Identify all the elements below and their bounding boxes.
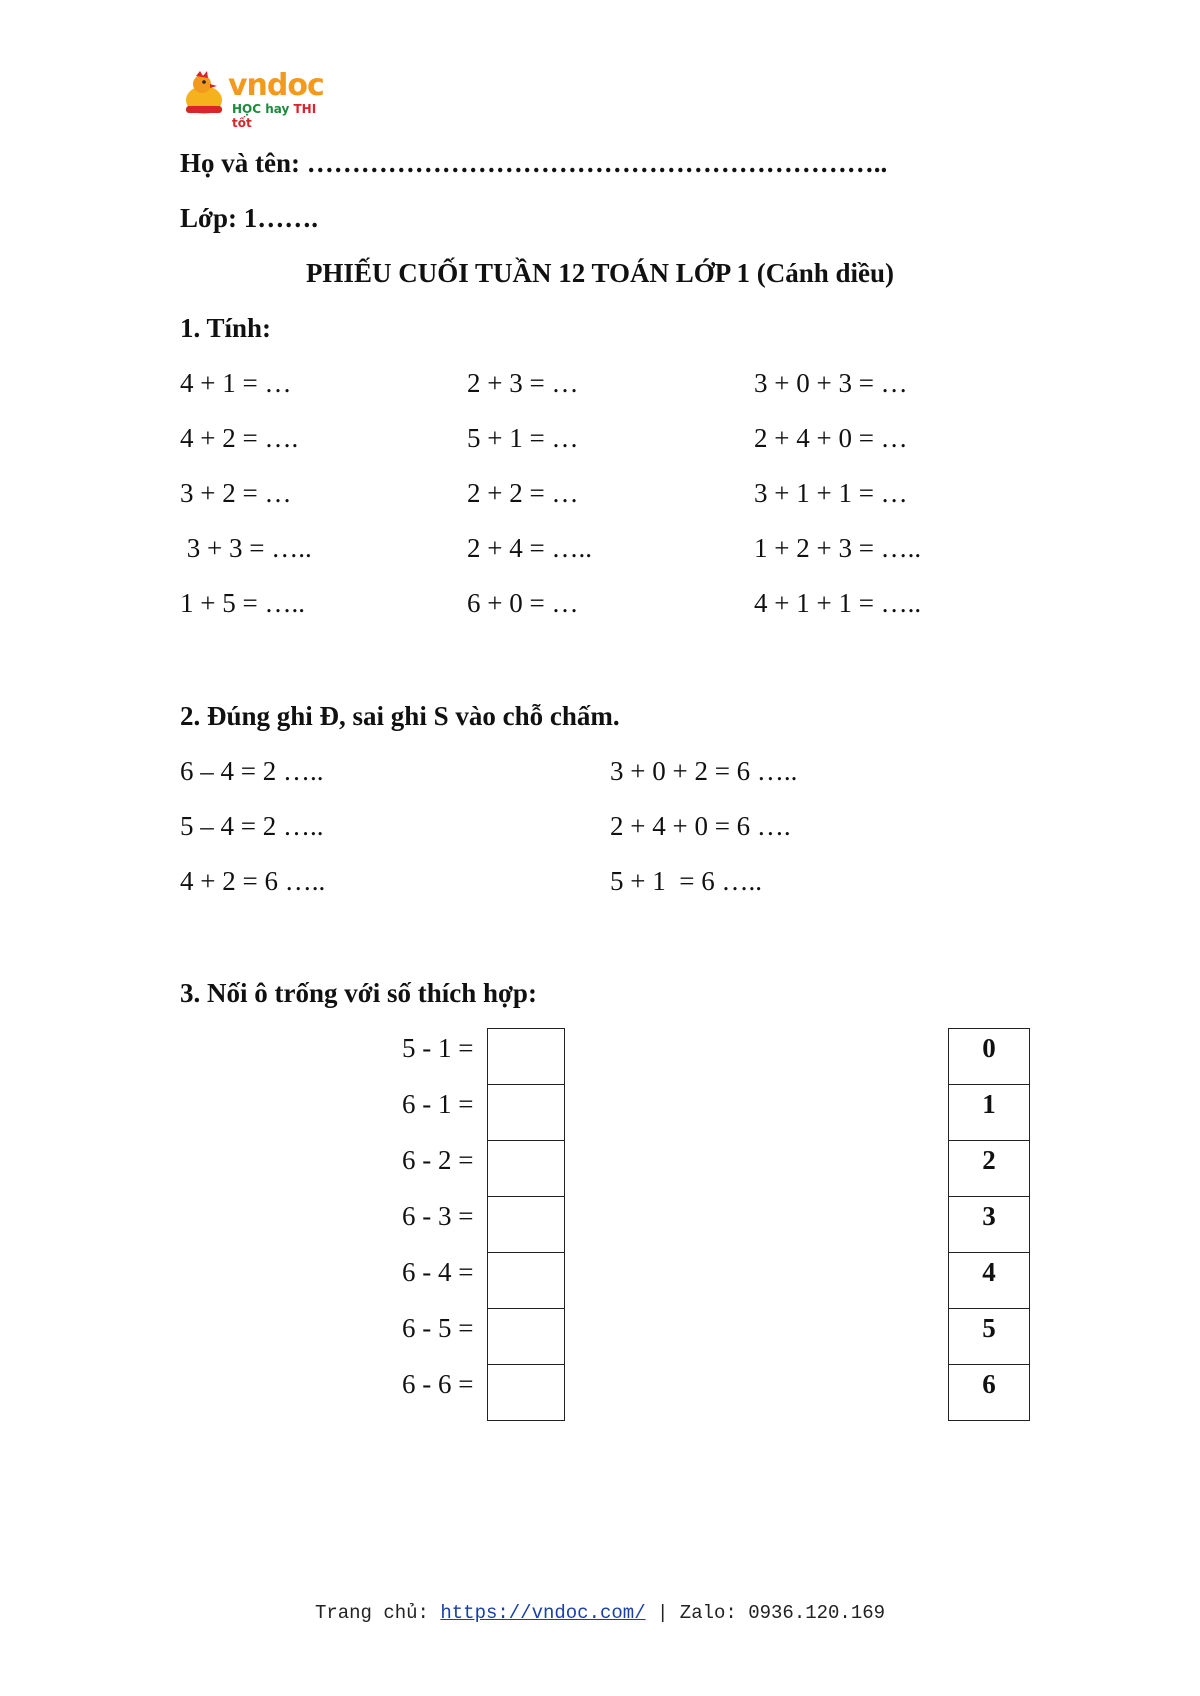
rooster-mascot-icon [180, 70, 228, 118]
answer-box[interactable] [487, 1084, 565, 1141]
exercise: 5 + 1 = 6 ….. [610, 866, 762, 896]
expression-label: 6 - 4 = [402, 1257, 474, 1287]
exercise: 2 + 4 = ….. [467, 533, 592, 563]
footer-contact: | Zalo: 0936.120.169 [645, 1602, 886, 1624]
expression-label: 6 - 2 = [402, 1145, 474, 1175]
exercise: 1 + 5 = ….. [180, 588, 305, 618]
answer-box[interactable] [487, 1308, 565, 1365]
footer-prefix: Trang chủ: [314, 1602, 441, 1624]
expression-label: 6 - 5 = [402, 1313, 474, 1343]
number-box[interactable]: 2 [948, 1140, 1030, 1197]
exercise: 3 + 1 + 1 = … [754, 478, 908, 508]
exercise: 2 + 4 + 0 = 6 …. [610, 811, 791, 841]
vndoc-logo [180, 68, 340, 130]
expression-label: 5 - 1 = [402, 1033, 474, 1063]
homepage-link[interactable]: https://vndoc.com/ [440, 1602, 646, 1624]
exercise: 6 + 0 = … [467, 588, 579, 618]
section2-heading: 2. Đúng ghi Đ, sai ghi S vào chỗ chấm. [180, 701, 620, 731]
exercise: 4 + 2 = 6 ….. [180, 866, 326, 896]
answer-box[interactable] [487, 1028, 565, 1085]
exercise: 5 – 4 = 2 ….. [180, 811, 324, 841]
section3-heading: 3. Nối ô trống với số thích hợp: [180, 978, 537, 1008]
exercise: 1 + 2 + 3 = ….. [754, 533, 922, 563]
answer-box[interactable] [487, 1140, 565, 1197]
number-box[interactable]: 5 [948, 1308, 1030, 1365]
exercise: 2 + 2 = … [467, 478, 579, 508]
logo-slogan: HỌC hay THI tốt [232, 102, 317, 130]
number-box[interactable]: 1 [948, 1084, 1030, 1141]
page-footer [0, 1602, 1200, 1624]
exercise: 6 – 4 = 2 ….. [180, 756, 324, 786]
class-line: Lớp: 1……. [180, 203, 318, 233]
number-box[interactable]: 3 [948, 1196, 1030, 1253]
expression-label: 6 - 1 = [402, 1089, 474, 1119]
exercise: 5 + 1 = … [467, 423, 579, 453]
exercise: 4 + 2 = …. [180, 423, 299, 453]
number-box[interactable]: 4 [948, 1252, 1030, 1309]
section1-heading: 1. Tính: [180, 313, 272, 343]
answer-box[interactable] [487, 1196, 565, 1253]
student-name-line: Họ và tên: ……………………………………………………….. [180, 148, 888, 178]
exercise: 3 + 2 = … [180, 478, 292, 508]
answer-box[interactable] [487, 1364, 565, 1421]
number-box[interactable]: 6 [948, 1364, 1030, 1421]
exercise: 4 + 1 = … [180, 368, 292, 398]
logo-wordmark: vndoc [228, 68, 324, 103]
exercise: 3 + 0 + 2 = 6 ….. [610, 756, 798, 786]
page-title: PHIẾU CUỐI TUẦN 12 TOÁN LỚP 1 (Cánh diều) [305, 258, 895, 288]
exercise: 2 + 4 + 0 = … [754, 423, 908, 453]
answer-box[interactable] [487, 1252, 565, 1309]
expression-label: 6 - 6 = [402, 1369, 474, 1399]
exercise: 2 + 3 = … [467, 368, 579, 398]
expression-label: 6 - 3 = [402, 1201, 474, 1231]
exercise: 3 + 0 + 3 = … [754, 368, 908, 398]
exercise: 3 + 3 = ….. [180, 533, 312, 563]
number-box[interactable]: 0 [948, 1028, 1030, 1085]
exercise: 4 + 1 + 1 = ….. [754, 588, 922, 618]
